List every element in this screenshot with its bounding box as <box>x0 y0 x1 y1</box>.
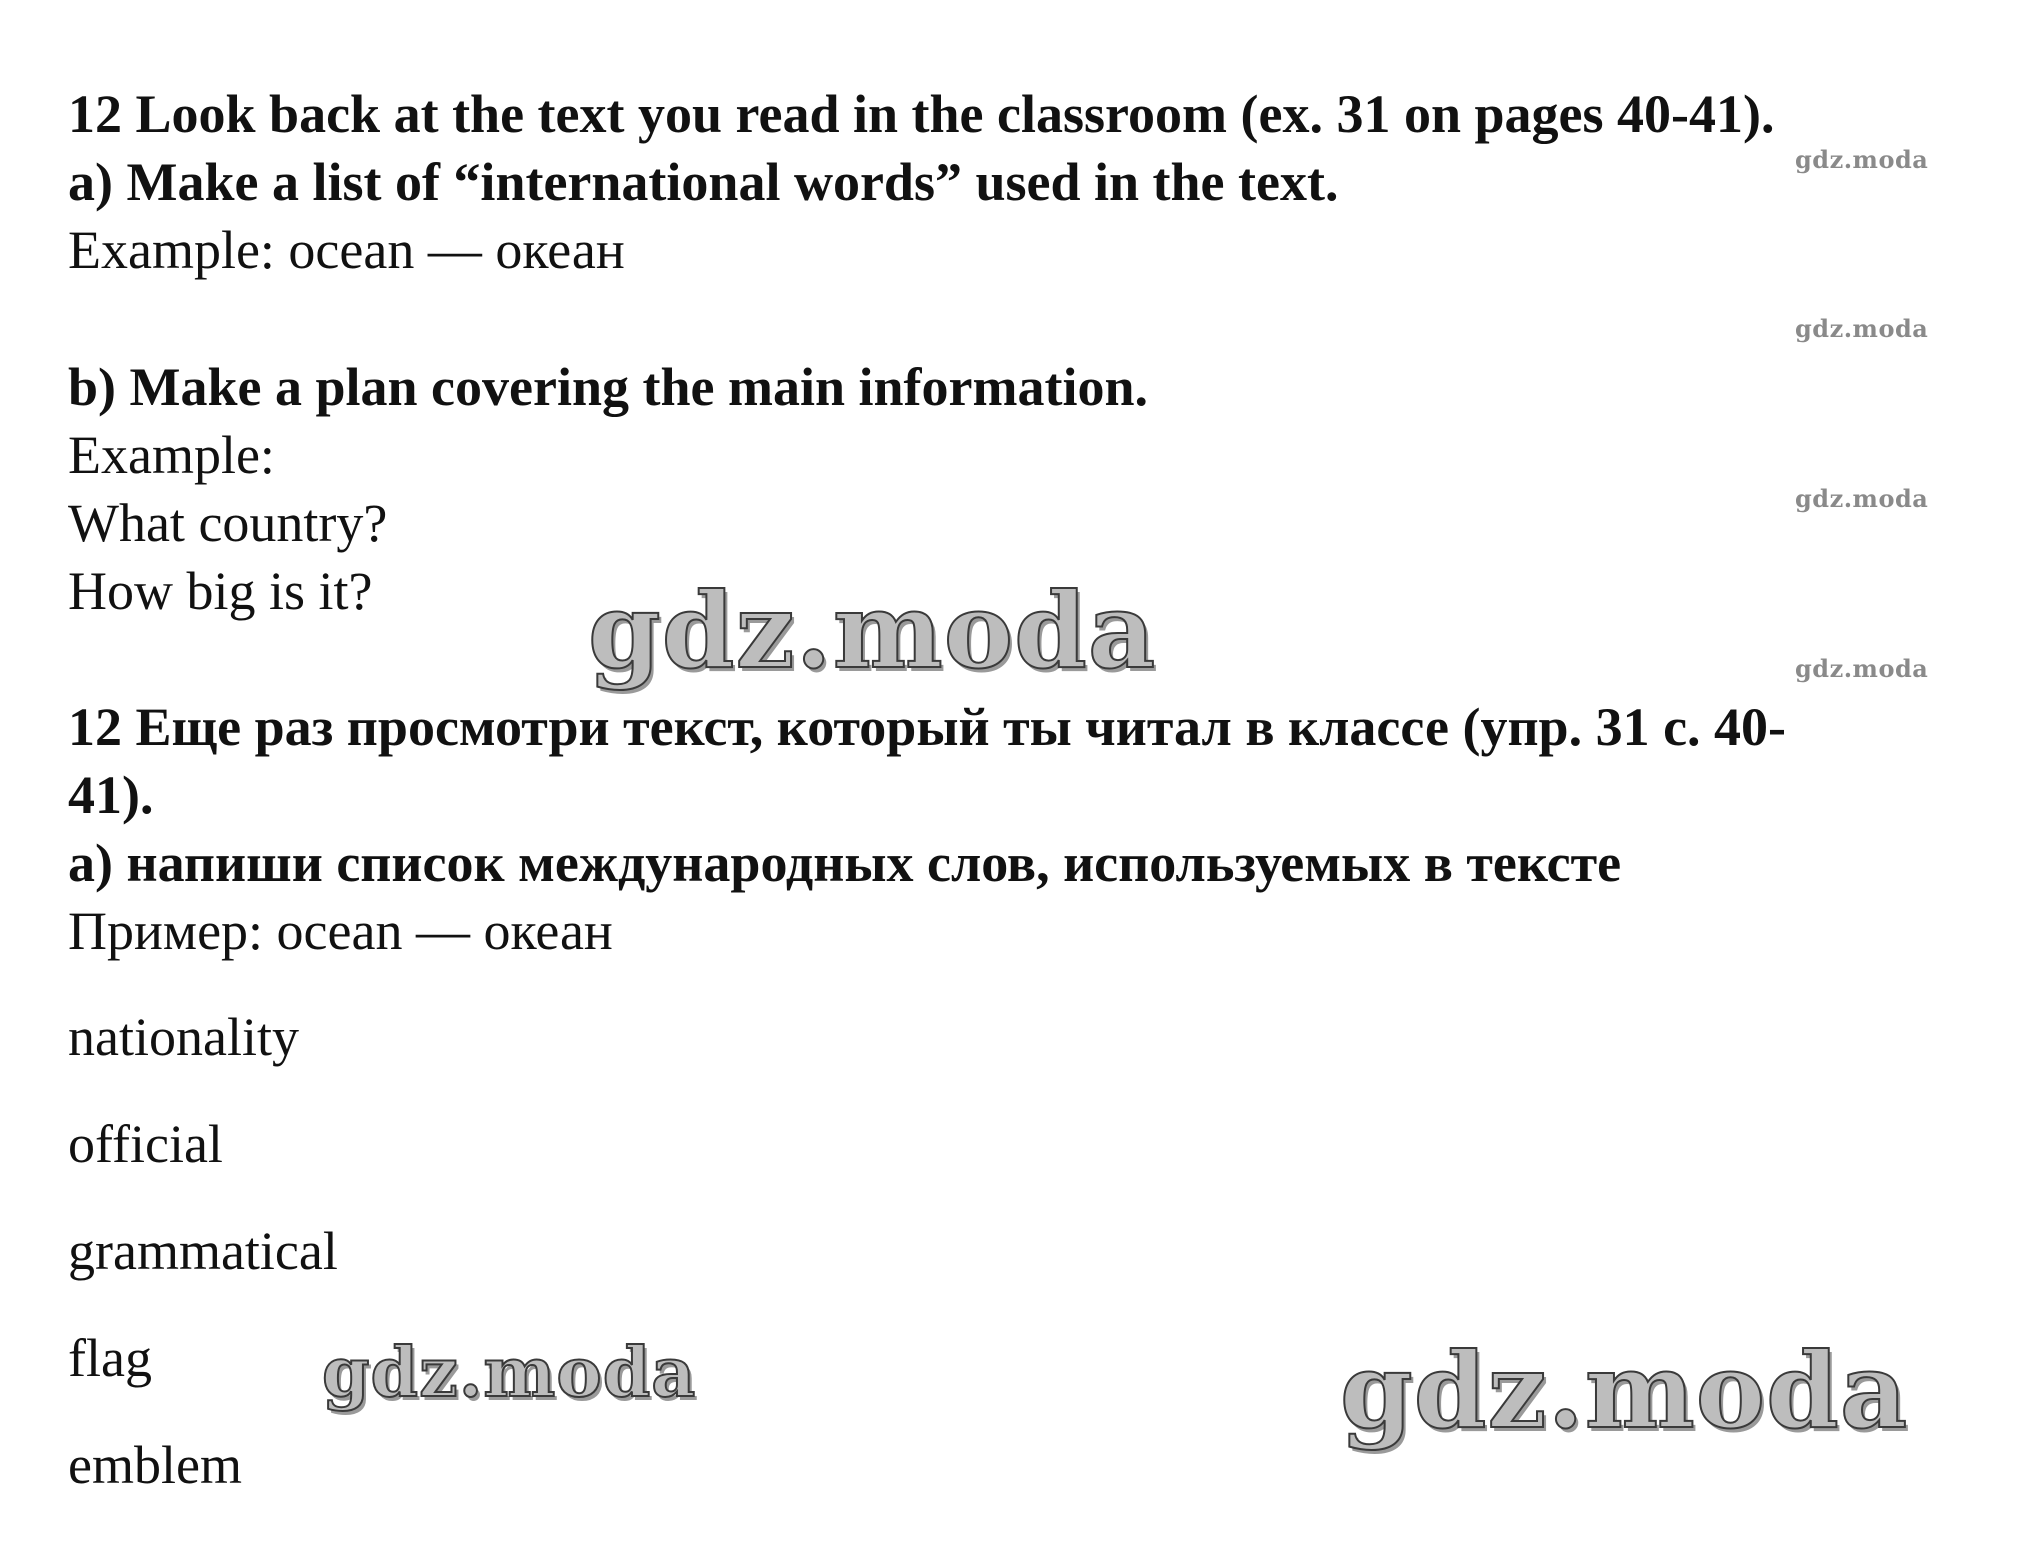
answer-word: emblem <box>68 1435 242 1495</box>
exercise-heading-en: 12 Look back at the text you read in the classroom (ex. 31 on pages 40-41). <box>68 84 1775 144</box>
answer-word: grammatical <box>68 1221 338 1281</box>
answer-word: nationality <box>68 1007 299 1067</box>
task-b-en: b) Make a plan covering the main information. <box>68 357 1148 417</box>
watermark-small: gdz.moda <box>1795 654 1929 683</box>
task-a-en: a) Make a list of “international words” used in the text. <box>68 152 1339 212</box>
example-a-ru: Пример: ocean — океан <box>68 901 613 961</box>
watermark-medium: gdz.moda <box>322 1333 697 1413</box>
plan-question: How big is it? <box>68 561 373 621</box>
watermark-small: gdz.moda <box>1795 484 1929 513</box>
task-a-ru: а) напиши список международных слов, используемых в тексте <box>68 833 1622 893</box>
example-b-label: Example: <box>68 425 275 485</box>
exercise-heading-ru: 12 Еще раз просмотри текст, который ты читал в классе (упр. 31 с. 40- <box>68 697 1787 757</box>
example-a-en: Example: ocean — океан <box>68 220 625 280</box>
watermark-large: gdz.moda <box>588 569 1157 692</box>
plan-question: What country? <box>68 493 388 553</box>
exercise-heading-ru-cont: 41). <box>68 765 154 825</box>
answer-word: flag <box>68 1328 152 1388</box>
watermark-small: gdz.moda <box>1795 314 1929 343</box>
watermark-large: gdz.moda <box>1340 1329 1909 1452</box>
watermark-small: gdz.moda <box>1795 145 1929 174</box>
answer-word: official <box>68 1114 223 1174</box>
